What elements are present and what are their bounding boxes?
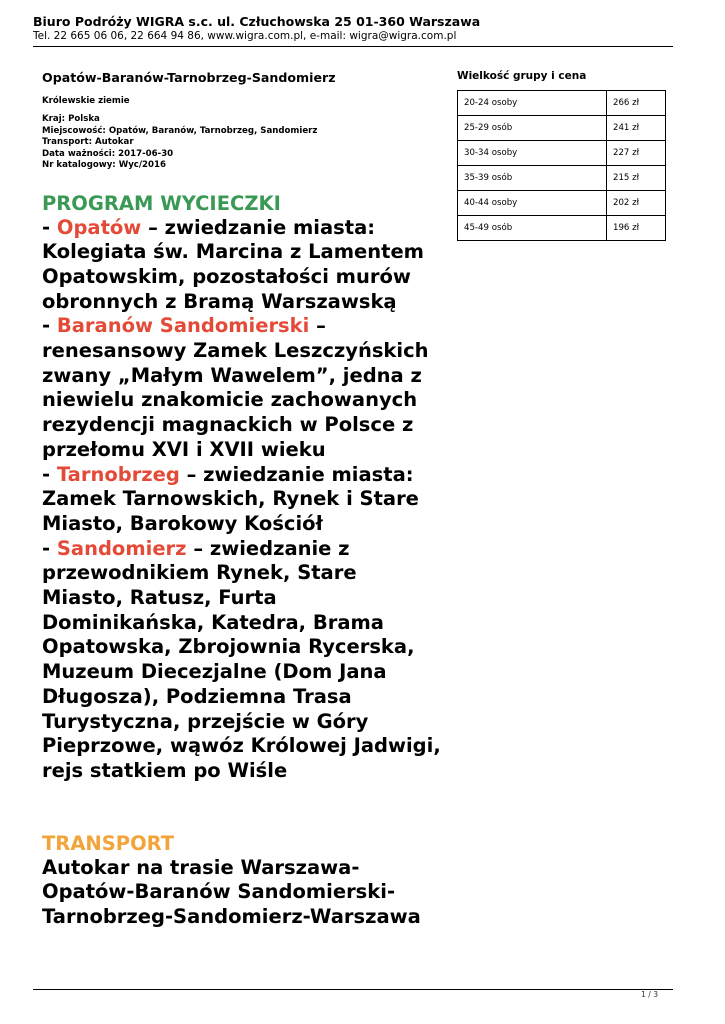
price-cell: 241 zł: [607, 116, 666, 141]
place-name: Baranów Sandomierski: [56, 314, 310, 338]
group-size-cell: 40-44 osoby: [458, 191, 607, 216]
header-divider: [33, 46, 673, 47]
meta-catalog-number: Nr katalogowy: Wyc/2016: [42, 160, 166, 170]
company-name: Biuro Podróży WIGRA s.c. ul. Człuchowska 25 01-360 Warszawa: [33, 14, 481, 29]
company-contact: Tel. 22 665 06 06, 22 664 94 86, www.wigra.com.pl, e-mail: wigra@wigra.com.pl: [33, 30, 457, 42]
transport-description: Autokar na trasie Warszawa-Opatów-Baranów Sandomierski-Tarnobrzeg-Sandomierz-Warszawa: [42, 855, 421, 929]
document-header: [33, 14, 673, 43]
item-description: – zwiedzanie miasta: Zamek Tarnowskich, Rynek i Stare Miasto, Barokowy Kościół: [42, 462, 419, 535]
table-row: [458, 91, 666, 116]
item-dash: -: [42, 536, 57, 560]
meta-valid-until: Data ważności: 2017-06-30: [42, 148, 174, 159]
place-name: Opatów: [56, 215, 142, 239]
item-description: – renesansowy Zamek Leszczyńskich zwany „Małym Wawelem”, jedna z niewielu znakomicie zachowanych rezydencji magnackich w Polsce z przełomu XVI i XVII wieku: [42, 314, 429, 461]
group-size-cell: 30-34 osoby: [458, 141, 607, 166]
item-description: – zwiedzanie miasta: Kolegiata św. Marcina z Lamentem Opatowskim, pozostałości murów obronnych z Bramą Warszawską: [42, 215, 424, 313]
price-table: [457, 90, 666, 241]
table-row: [458, 141, 666, 166]
price-cell: 196 zł: [607, 216, 666, 241]
trip-subtitle: Królewskie ziemie: [42, 96, 130, 106]
meta-country: Kraj: Polska: [42, 114, 100, 124]
item-description: – zwiedzanie z przewodnikiem Rynek, Stare Miasto, Ratusz, Furta Dominikańska, Katedra, Brama Opatowska, Zbrojownia Rycerska, Muzeum Diecezjalne (Dom Jana Długosza), Podziemna Trasa Turystyczna, przejście w Góry Pieprzowe, wąwóz Królowej Jadwigi, rejs statkiem po Wiśle: [42, 536, 441, 782]
trip-meta: [42, 114, 442, 172]
trip-details: [42, 70, 442, 930]
place-name: Sandomierz: [56, 536, 187, 560]
item-dash: -: [42, 314, 57, 338]
meta-places: Miejscowość: Opatów, Baranów, Tarnobrzeg, Sandomierz: [42, 125, 318, 136]
meta-transport: Transport: Autokar: [42, 137, 134, 147]
table-row: [458, 166, 666, 191]
item-dash: -: [42, 215, 57, 239]
program-heading: PROGRAM WYCIECZKI: [42, 191, 281, 215]
table-row: [458, 216, 666, 241]
group-size-cell: 35-39 osób: [458, 166, 607, 191]
table-row: [458, 116, 666, 141]
program-body: [42, 216, 442, 784]
item-dash: -: [42, 462, 57, 486]
price-cell: 202 zł: [607, 191, 666, 216]
group-size-cell: 45-49 osób: [458, 216, 607, 241]
footer-divider: [33, 989, 673, 990]
price-cell: 215 zł: [607, 166, 666, 191]
place-name: Tarnobrzeg: [56, 462, 180, 486]
price-cell: 266 zł: [607, 91, 666, 116]
program-item: [42, 537, 442, 784]
trip-title: Opatów-Baranów-Tarnobrzeg-Sandomierz: [42, 70, 336, 85]
group-size-cell: 20-24 osoby: [458, 91, 607, 116]
transport-heading: TRANSPORT: [42, 831, 175, 855]
program-item: [42, 216, 442, 315]
table-row: [458, 191, 666, 216]
price-table-heading: Wielkość grupy i cena: [457, 70, 587, 82]
program-item: [42, 463, 442, 537]
price-cell: 227 zł: [607, 141, 666, 166]
price-panel: [457, 70, 667, 241]
program-item: [42, 314, 442, 462]
group-size-cell: 25-29 osób: [458, 116, 607, 141]
page-number: 1 / 3: [641, 990, 658, 999]
